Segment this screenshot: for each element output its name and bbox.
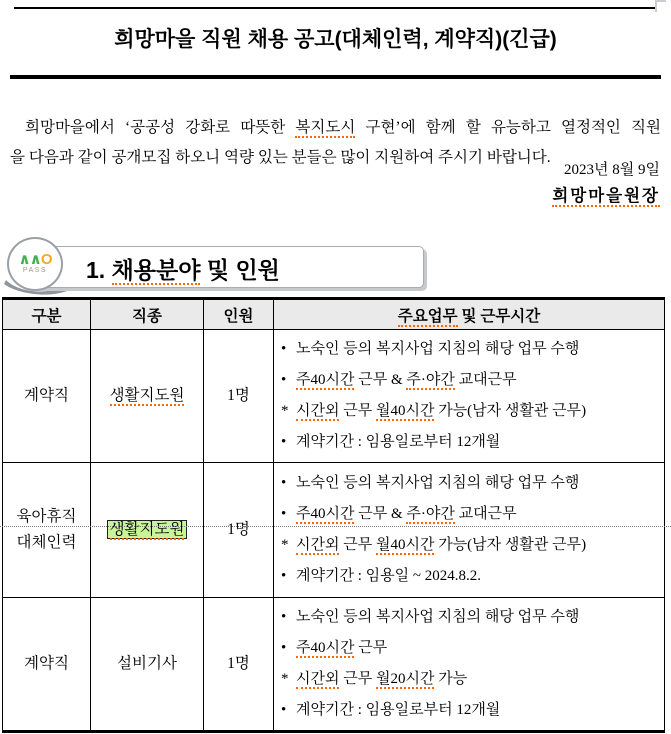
category-line (4, 383, 89, 409)
duties-cell (274, 598, 665, 732)
duties-cell (274, 330, 665, 463)
misspelled-text: 복지도시 (295, 118, 356, 136)
table-header-cell (274, 299, 665, 330)
table-header-cell (204, 299, 274, 330)
duty-line (281, 602, 660, 633)
duty-text (296, 530, 660, 561)
duty-line (281, 334, 660, 365)
duty-text (296, 365, 660, 396)
misspelled-text: 시간외 (296, 671, 340, 687)
misspelled-text: 주40시간 (296, 372, 355, 388)
misspelled-text: 주·야간 (406, 372, 455, 388)
text-run: 교대근무 (454, 372, 517, 388)
position-cell (91, 330, 204, 463)
position-cell (91, 598, 204, 732)
table-row (3, 463, 665, 598)
duty-text (296, 396, 660, 427)
misspelled-text: 월40시간 (375, 537, 435, 553)
duty-line (281, 427, 660, 458)
text-run: 가능(남자 생활관 근무) (434, 403, 587, 419)
bullet-marker: • (281, 341, 287, 357)
text-run: 및 인원 (200, 257, 280, 283)
text-run: 가능 (434, 671, 468, 687)
duty-text (296, 561, 660, 592)
pass-logo-icon (7, 237, 63, 291)
text-run: 계약직 (24, 655, 69, 672)
text-run: 노숙인 등의 복지사업 지침의 해당 업무 수행 (296, 475, 580, 491)
text-run: 계약기간 : 임용일로부터 12개월 (296, 434, 501, 450)
headcount-cell (204, 598, 274, 732)
misspelled-text: 월40시간 (375, 403, 435, 419)
text-run: 근무 & (354, 372, 407, 388)
duty-line (281, 365, 660, 396)
text-run: 교대근무 (454, 506, 517, 522)
duty-line (281, 530, 660, 561)
text-run: 직종 (132, 307, 162, 325)
text-run: 근무 (339, 403, 376, 419)
category-cell (3, 598, 91, 732)
bullet-marker: • (281, 434, 287, 450)
recruitment-table (2, 297, 665, 733)
misspelled-text: 시간외 (296, 537, 340, 553)
text-run: 근무 (354, 640, 388, 656)
text-run: 1명 (227, 521, 250, 538)
section-header-bar (0, 232, 440, 296)
text-run: 육아휴직 (16, 508, 77, 525)
table-header-row (3, 299, 665, 330)
table-header-cell (3, 299, 91, 330)
text-run: 을 다음과 같이 공개모집 하오니 역량 있는 분들은 많이 지원하여 주시기 바랍니다. (10, 148, 551, 166)
category-line (4, 651, 89, 677)
text-run: 1명 (227, 387, 250, 404)
category-cell (3, 330, 91, 463)
text-run: 계약기간 : 임용일로부터 12개월 (296, 702, 501, 718)
text-run: 노숙인 등의 복지사업 지침의 해당 업무 수행 (296, 341, 580, 357)
misspelled-text: 주40시간 (296, 506, 355, 522)
duty-text (296, 602, 660, 633)
page-title: 희망마을 직원 채용 공고(대체인력, 계약직)(긴급) (114, 28, 557, 51)
duty-line (281, 664, 660, 695)
text-run: 계약직 (24, 387, 69, 404)
misspelled-text: 시간외 (296, 403, 340, 419)
section-heading (86, 252, 280, 285)
misspelled-text: 희망마을원장 (552, 186, 660, 205)
misspelled-text: 채용분야 (111, 257, 201, 283)
duty-line (281, 695, 660, 726)
misspelled-text: 주40시간 (296, 640, 355, 656)
text-run: 근무 & (354, 506, 407, 522)
category-line (4, 530, 89, 556)
misspelled-text: 주·야간 (406, 506, 455, 522)
misspelled-text: 월20시간 (375, 671, 435, 687)
text-run: 가능(남자 생활관 근무) (434, 537, 587, 553)
top-rule-divider (14, 7, 657, 9)
bullet-marker: • (281, 609, 287, 625)
bullet-marker: * (281, 403, 289, 419)
text-run: 근무 (339, 671, 376, 687)
text-run: 1명 (227, 655, 250, 672)
text-run: 및 근무시간 (457, 307, 541, 325)
misspelled-text: 주요업무 (397, 307, 458, 325)
text-run: 설비기사 (117, 655, 177, 672)
headcount-cell (204, 330, 274, 463)
misspelled-text: 생활지도원 (109, 521, 185, 538)
document-date: 2023년 8월 9일 (564, 162, 660, 178)
text-run: 구현’에 함께 할 유능하고 열정적인 직원 (355, 118, 661, 136)
text-area-corner-mark (655, 0, 666, 12)
misspelled-text: 생활지도원 (109, 387, 185, 404)
bullet-marker: * (281, 671, 289, 687)
logo-carets: ∧∧ (18, 251, 41, 268)
bullet-marker: • (281, 568, 287, 584)
text-run: 희망마을에서 ‘공공성 강화로 따뜻한 (25, 118, 296, 136)
page-break-dotted-line (0, 526, 671, 527)
table-row (3, 598, 665, 732)
duty-text (296, 427, 660, 458)
table-row (3, 330, 665, 463)
bullet-marker: * (281, 537, 289, 553)
bullet-marker: • (281, 506, 287, 522)
duty-text (296, 664, 660, 695)
duty-text (296, 633, 660, 664)
text-run: 계약기간 : 임용일 ~ 2024.8.2. (296, 568, 481, 584)
text-run: 대체인력 (16, 534, 77, 551)
logo-pass-label: PASS (22, 267, 48, 274)
duty-line (281, 468, 660, 499)
highlighted-word (107, 520, 188, 539)
text-run: 구분 (31, 307, 62, 325)
table-header-cell (91, 299, 204, 330)
bullet-marker: • (281, 640, 287, 656)
title-underline-rule (10, 75, 661, 79)
document-signature (552, 182, 660, 206)
logo-glyphs (18, 253, 51, 267)
position-cell (91, 463, 204, 598)
duty-line (281, 633, 660, 664)
duty-text (296, 695, 660, 726)
duty-line (281, 396, 660, 427)
bullet-marker: • (281, 372, 287, 388)
intro-line-1 (10, 113, 661, 143)
logo-o: O (40, 251, 52, 268)
bullet-marker: • (281, 702, 287, 718)
duty-text (296, 468, 660, 499)
duty-line (281, 561, 660, 592)
duties-cell (274, 463, 665, 598)
text-run: 노숙인 등의 복지사업 지침의 해당 업무 수행 (296, 609, 580, 625)
category-cell (3, 463, 91, 598)
text-run: 근무 (339, 537, 376, 553)
headcount-cell (204, 463, 274, 598)
duty-text (296, 334, 660, 365)
text-run: 1. (86, 257, 112, 283)
bullet-marker: • (281, 475, 287, 491)
text-run: 인원 (223, 307, 254, 325)
